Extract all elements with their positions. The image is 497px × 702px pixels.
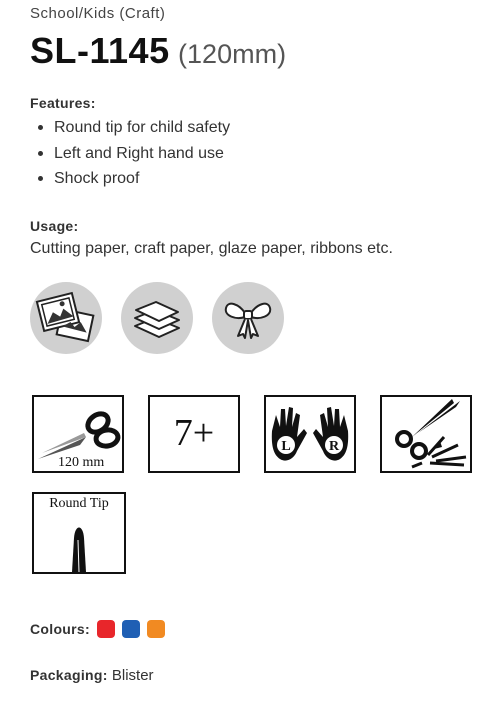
- usage-icons: [30, 282, 284, 354]
- shock-proof-box: [380, 395, 472, 473]
- model-number: SL-1145: [30, 30, 170, 71]
- colour-swatch-orange[interactable]: [147, 620, 165, 638]
- round-tip-box: [32, 492, 126, 574]
- colour-swatch-blue[interactable]: [122, 620, 140, 638]
- packaging-info: [30, 667, 154, 684]
- colours-row: [30, 620, 165, 638]
- scissors-cutting-icon: [382, 397, 470, 471]
- packaging-label: Packaging:: [30, 667, 108, 683]
- colours-label: Colours:: [30, 621, 90, 637]
- age-box: [148, 395, 240, 473]
- hand-left-label: L: [281, 439, 291, 454]
- packaging-value: Blister: [111, 667, 154, 684]
- age-label: 7+: [173, 412, 215, 454]
- round-tip-label: Round Tip: [49, 496, 109, 511]
- feature-item: Shock proof: [54, 166, 230, 192]
- category-label: School/Kids (Craft): [30, 5, 166, 22]
- hands-box: [264, 395, 356, 473]
- colour-swatch-red[interactable]: [97, 620, 115, 638]
- usage-text: Cutting paper, craft paper, glaze paper, ribbons etc.: [30, 240, 393, 257]
- usage-label: Usage:: [30, 218, 79, 234]
- features-list: [30, 115, 230, 192]
- scissors-size-box: [32, 395, 124, 473]
- ribbon-bow-icon: [212, 282, 284, 354]
- paper-stack-icon: [121, 282, 193, 354]
- feature-item: Round tip for child safety: [54, 115, 230, 141]
- product-title: [30, 30, 286, 72]
- hand-right-label: R: [328, 439, 340, 454]
- feature-item: Left and Right hand use: [54, 141, 230, 167]
- photo-paper-icon: [30, 282, 102, 354]
- round-tip-icon: [34, 494, 124, 572]
- hands-icon: [266, 397, 354, 471]
- scissors-size-label: 120 mm: [58, 455, 105, 470]
- features-label: Features:: [30, 95, 96, 111]
- model-size: (120mm): [178, 39, 287, 69]
